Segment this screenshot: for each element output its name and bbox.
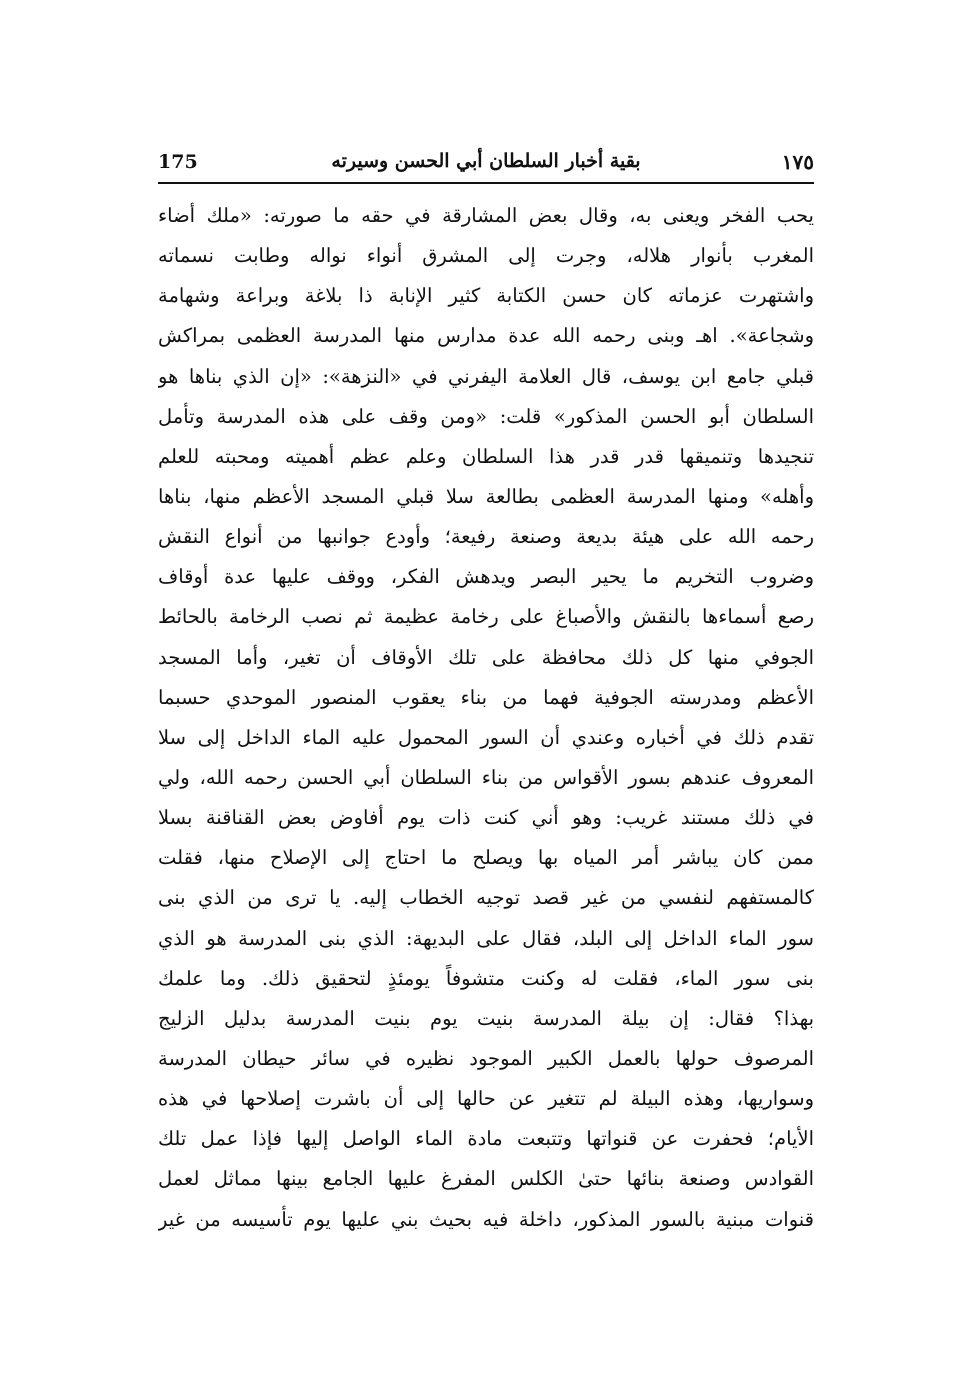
text-line: وسواريها، وهذه البيلة لم تتغير عن حالها إلى أن باشرت إصلاحها في هذه [158,1087,814,1111]
text-line: القوادس وصنعة بنائها حتىٰ الكلس المفرغ عليها الجامع بينها مماثل لعمل [158,1167,814,1191]
page-number-arabic: ١٧٥ [781,150,814,174]
text-line: كالمستفهم لنفسي من غير قصد توجيه الخطاب إليه. يا ترى من الذي بنى [158,886,814,910]
body-text [158,196,814,1240]
text-line: واشتهرت عزماته كان حسن الكتابة كثير الإنابة ذا بلاغة وبراعة وشهامة [158,284,814,308]
text-line: تنجيدها وتنميقها قدر قدر هذا السلطان وعلم عظم أهميته ومحبته للعلم [158,444,814,468]
text-line: الأعظم ومدرسته الجوفية فهما من بناء يعقوب المنصور الموحدي حسبما [158,685,814,709]
text-line: قنوات مبنية بالسور المذكور، داخلة فيه بحيث بني عليها يوم تأسيسه من غير [158,1207,814,1231]
text-line: السلطان أبو الحسن المذكور» قلت: «ومن وقف على هذه المدرسة وتأمل [158,404,814,428]
text-line: بنى سور الماء، فقلت له وكنت متشوفاً يومئذٍ لتحقيق ذلك. وما علمك [158,966,814,990]
text-line: بهذا؟ فقال: إن بيلة المدرسة بنيت يوم بنيت المدرسة بدليل الزليج [158,1006,814,1030]
text-line: وأهله» ومنها المدرسة العظمى بطالعة سلا قبلي المسجد الأعظم منها، بناها [158,484,814,508]
text-line: المعروف عندهم بسور الأقواس من بناء السلطان أبي الحسن رحمه الله، ولي [158,765,814,789]
text-line: رحمه الله على هيئة بديعة وصنعة رفيعة؛ وأودع جوانبها من أنواع النقش [158,525,814,549]
header-rule [158,182,814,184]
text-line: تقدم ذلك في أخباره وعندي أن السور المحمول عليه الماء الداخل إلى سلا [158,725,814,749]
text-line: ممن كان يباشر أمر المياه بها ويصلح ما احتاج إلى الإصلاح منها، فقلت [158,846,814,870]
text-line: وشجاعة». اهـ وبنى رحمه الله عدة مدارس منها المدرسة العظمى بمراكش [158,324,814,348]
running-title: بقية أخبار السلطان أبي الحسن وسيرته [331,150,641,172]
text-line: رصع أسماءها بالنقش والأصباغ على رخامة عظيمة ثم نصب الرخامة بالحائط [158,605,814,629]
text-line: يحب الفخر ويعنى به، وقال بعض المشارقة في حقه ما صورته: «ملك أضاء [158,204,814,227]
text-line: سور الماء الداخل إلى البلد، فقال على البديهة: الذي بنى المدرسة هو الذي [158,926,814,950]
text-line: المغرب بأنوار هلاله، وجرت إلى المشرق أنواء نواله وطابت نسماته [158,244,814,268]
text-line: الجوفي منها كل ذلك محافظة على تلك الأوقاف أن تغير، وأما المسجد [158,645,814,669]
text-line: وضروب التخريم ما يحير البصر ويدهش الفكر، ووقف عليها عدة أوقاف [158,565,814,589]
text-line: المرصوف حولها بالعمل الكبير الموجود نظيره في سائر حيطان المدرسة [158,1046,814,1070]
text-line: في ذلك مستند غريب: وهو أني كنت ذات يوم أفاوض بعض القناقنة بسلا [158,806,814,830]
page-header [158,150,814,180]
text-line: قبلي جامع ابن يوسف، قال العلامة اليفرني في «النزهة»: «إن الذي بناها هو [158,364,814,388]
page-number-latin: 175 [158,151,198,173]
text-line: الأيام؛ فحفرت عن قنواتها وتتبعت مادة الماء الواصل إليها فإذا عمل تلك [158,1127,814,1151]
